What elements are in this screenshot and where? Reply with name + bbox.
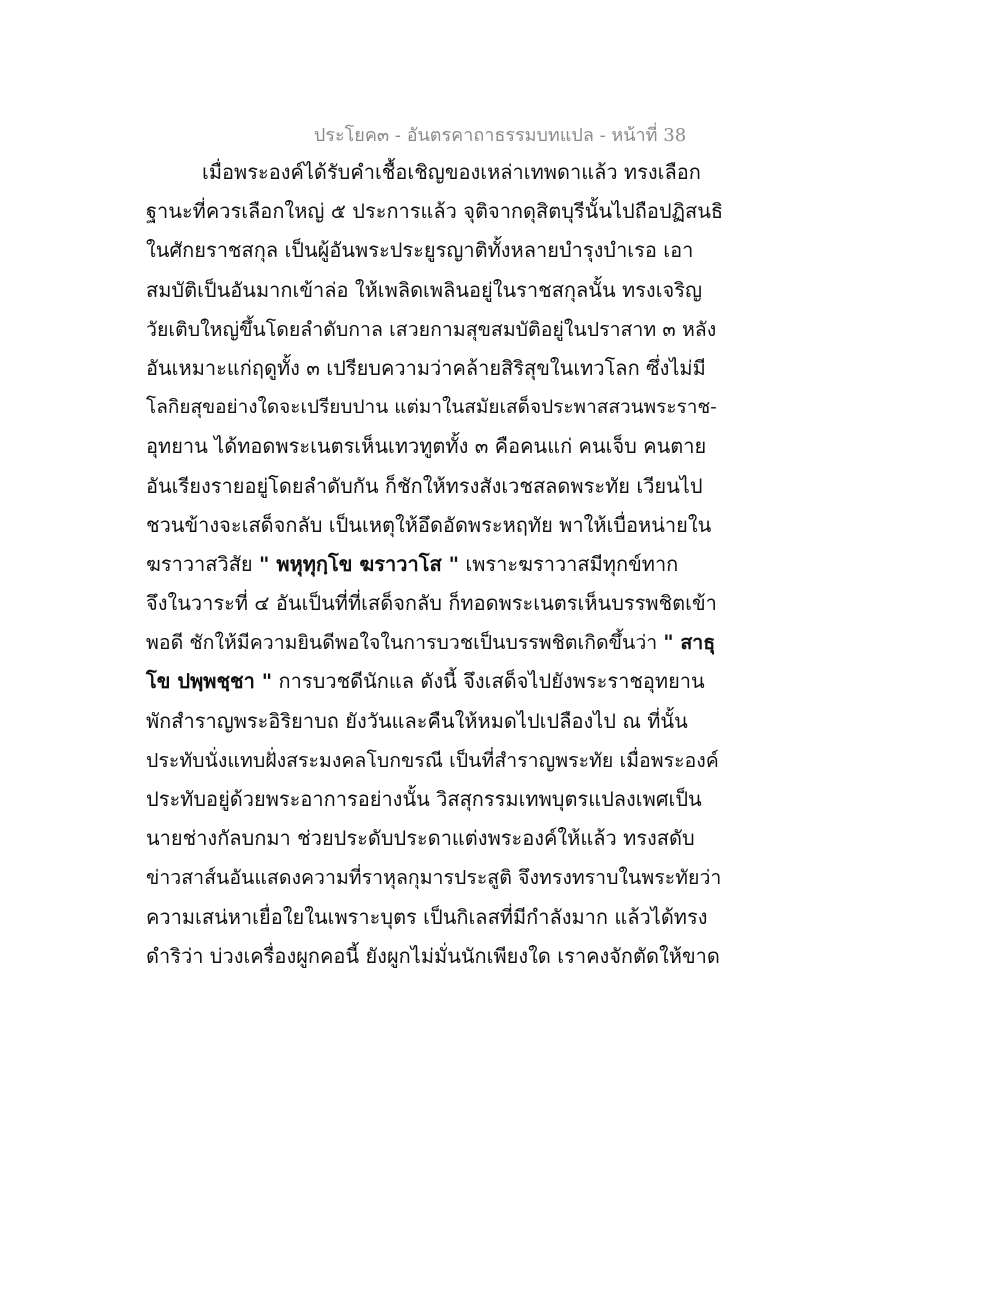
text-line <box>146 192 726 231</box>
text-segment: ประทับอยู่ด้วยพระอาการอย่างนั้น วิสสุกรรมเทพบุตรแปลงเพศเป็น <box>146 787 702 811</box>
text-segment: สมบัติเป็นอันมากเข้าล่อ ให้เพลิดเพลินอยู่ในราชสกุลนั้น ทรงเจริญ <box>146 277 703 302</box>
text-segment: ฆราวาสวิสัย <box>146 551 259 576</box>
text-segment: การบวชดีนักแล ดังนี้ จึงเสด็จไปยังพระราชอุทยาน <box>272 669 705 694</box>
text-segment: พักสำราญพระอิริยาบถ ยังวันและคืนให้หมดไปเปลืองไป ณ ที่นั้น <box>146 708 688 733</box>
text-line <box>146 231 726 270</box>
text-line <box>146 310 726 349</box>
text-segment: นายช่างกัลบกมา ช่วยประดับประดาแต่งพระองค์ให้แล้ว ทรงสดับ <box>146 826 695 851</box>
text-line <box>146 858 726 897</box>
text-segment: จึงในวาระที่ ๔ อันเป็นที่ที่เสด็จกลับ ก็ทอดพระเนตรเห็นบรรพชิตเข้า <box>146 591 717 616</box>
text-segment: ดำริว่า บ่วงเครื่องผูกคอนี้ ยังผูกไม่มั่นนักเพียงใด เราคงจักตัดให้ขาด <box>146 943 720 968</box>
text-line <box>146 780 726 819</box>
text-line <box>146 702 726 741</box>
text-segment: ชวนข้างจะเสด็จกลับ เป็นเหตุให้อึดอัดพระหฤทัย พาให้เบื่อหน่ายใน <box>146 512 712 537</box>
text-line <box>146 506 726 545</box>
text-segment: อุทยาน ได้ทอดพระเนตรเห็นเทวทูตทั้ง ๓ คือคนแก่ คนเจ็บ คนตาย <box>146 434 707 459</box>
text-line <box>146 898 726 937</box>
text-segment: เพราะฆราวาสมีทุกข์ทาก <box>459 551 679 576</box>
text-line <box>146 623 726 662</box>
text-line <box>146 153 726 192</box>
text-segment: พอดี ชักให้มีความยินดีพอใจในการบวชเป็นบรรพชิตเกิดขึ้นว่า <box>146 631 664 655</box>
text-line <box>146 545 726 584</box>
text-line <box>146 937 726 976</box>
text-segment: อันเหมาะแก่ฤดูทั้ง ๓ เปรียบความว่าคล้ายสิริสุขในเทวโลก ซึ่งไม่มี <box>146 355 706 380</box>
text-segment: ในศักยราชสกุล เป็นผู้อันพระประยูรญาติทั้งหลายบำรุงบำเรอ เอา <box>146 238 694 263</box>
text-line <box>146 349 726 388</box>
text-line <box>146 388 726 427</box>
text-line <box>146 741 726 780</box>
page-header: ประโยค๓ - อันตรคาถาธรรมบทแปล - หน้าที่ 38 <box>313 125 687 146</box>
text-line <box>146 819 726 858</box>
text-segment: เมื่อพระองค์ได้รับคำเชื้อเชิญของเหล่าเทพดาแล้ว ทรงเลือก <box>202 160 701 184</box>
text-segment: ข่าวสาส์นอันแสดงความที่ราหุลกุมารประสูติ จึงทรงทราบในพระทัยว่า <box>146 866 722 890</box>
text-segment: ประทับนั่งแทบฝั่งสระมงคลโบกขรณี เป็นที่สำราญพระทัย เมื่อพระองค์ <box>146 748 719 772</box>
text-line <box>146 467 726 506</box>
text-line <box>146 584 726 623</box>
text-line <box>146 427 726 466</box>
pali-phrase: " สาธุ <box>663 631 716 655</box>
text-segment: โลกิยสุขอย่างใดจะเปรียบปาน แต่มาในสมัยเสด็จประพาสสวนพระราช- <box>146 396 717 419</box>
text-segment: ความเสน่หาเยื่อใยในเพราะบุตร เป็นกิเลสที่มีกำลังมาก แล้วได้ทรง <box>146 904 708 929</box>
text-line <box>146 662 726 701</box>
text-segment: วัยเติบใหญ่ขึ้นโดยลำดับกาล เสวยกามสุขสมบัติอยู่ในปราสาท ๓ หลัง <box>146 317 717 341</box>
pali-phrase: " พหุทุกฺโข ฆราวาโส " <box>259 551 460 576</box>
text-segment: อันเรียงรายอยู่โดยลำดับกัน ก็ชักให้ทรงสังเวชสลดพระทัย เวียนไป <box>146 473 703 498</box>
text-segment: ฐานะที่ควรเลือกใหญ่ ๕ ประการแล้ว จุติจากดุสิตบุรีนั้นไปถือปฏิสนธิ <box>146 199 724 224</box>
pali-phrase: โข ปพฺพชฺชา " <box>146 669 273 694</box>
text-line <box>146 271 726 310</box>
body-text <box>146 153 726 976</box>
